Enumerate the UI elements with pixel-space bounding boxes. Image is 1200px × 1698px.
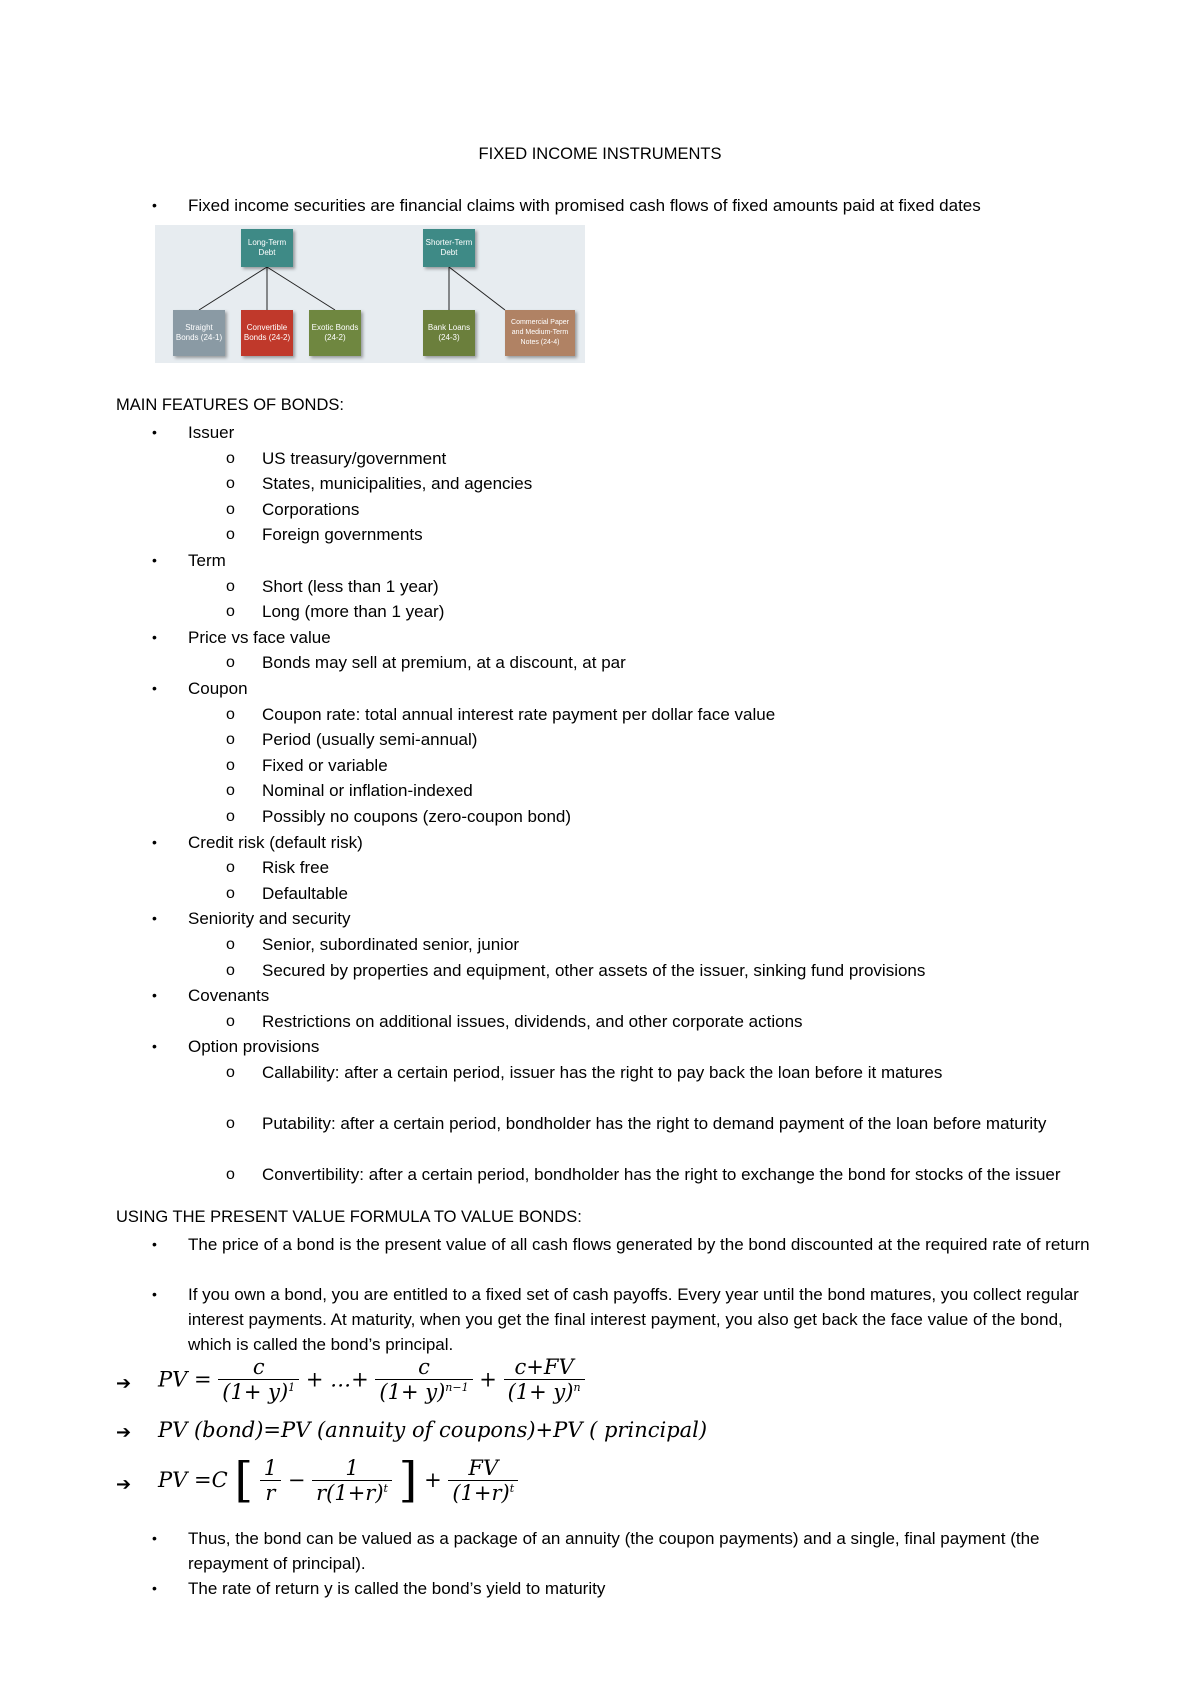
debt-diagram (155, 225, 585, 363)
sub-bullet-icon: o (226, 654, 235, 672)
bullet-icon: • (152, 910, 157, 927)
feature-sub-label: Period (usually semi-annual) (262, 730, 478, 750)
pv-bullet-2-text: If you own a bond, you are entitled to a fixed set of cash payoffs. Every year until the bond matures, you collect regular interest payments. At maturity, when you get the final interest payment, you also get back the face value of the bond, which is called the bond’s principal. (188, 1285, 1079, 1354)
feature-sub-item (226, 1060, 1106, 1085)
feature-sub-item (226, 727, 1106, 752)
feature-sub-item (226, 932, 1106, 957)
sub-bullet-icon: o (226, 705, 235, 723)
intro-text: Fixed income securities are financial claims with promised cash flows of fixed amounts paid at fixed dates (188, 196, 981, 215)
feature-sub-item (226, 855, 1106, 880)
feature-sub-label: Defaultable (262, 883, 349, 903)
convertible-bonds-box: Convertible Bonds (24-2) (241, 310, 293, 356)
sub-bullet-icon: o (226, 782, 235, 800)
bullet-icon: • (152, 628, 157, 645)
feature-sub-label: Convertibility: after a certain period, bondholder has the right to exchange the bond for stocks of the issuer (262, 1165, 1061, 1185)
sub-bullet-icon: o (226, 475, 235, 493)
feature-label: Price vs face value (188, 627, 331, 647)
feature-item (152, 625, 1092, 650)
feature-sub-label: Foreign governments (262, 525, 423, 545)
feature-item (152, 983, 1092, 1008)
bullet-icon: • (152, 833, 157, 850)
bullet-icon: • (152, 1038, 157, 1055)
sub-bullet-icon: o (226, 731, 235, 749)
feature-sub-label: Nominal or inflation-indexed (262, 781, 473, 801)
bullet-icon: • (152, 1530, 157, 1546)
feature-sub-label: States, municipalities, and agencies (262, 474, 533, 494)
straight-bonds-box: Straight Bonds (24-1) (173, 310, 225, 356)
page-title: FIXED INCOME INSTRUMENTS (478, 145, 722, 163)
intro-bullet (152, 193, 1092, 218)
feature-sub-item (226, 778, 1106, 803)
feature-sub-label: Long (more than 1 year) (262, 602, 445, 622)
feature-item (152, 830, 1092, 855)
feature-label: Credit risk (default risk) (188, 832, 363, 852)
bullet-icon: • (152, 680, 157, 696)
pv-bullet-1 (152, 1232, 1092, 1257)
bullet-icon: • (152, 552, 157, 568)
feature-sub-item (226, 497, 1106, 522)
bullet-icon: • (152, 987, 157, 1004)
feature-sub-label: Short (less than 1 year) (262, 576, 439, 596)
features-heading: MAIN FEATURES OF BONDS: (116, 396, 344, 414)
sub-bullet-icon: o (226, 808, 235, 825)
feature-sub-item (226, 753, 1106, 778)
feature-sub-label: Putability: after a certain period, bondholder has the right to demand payment of the loan before maturity (262, 1114, 1047, 1134)
feature-sub-label: Possibly no coupons (zero-coupon bond) (262, 807, 572, 826)
bullet-icon: • (152, 197, 157, 213)
pv-heading: USING THE PRESENT VALUE FORMULA TO VALUE BONDS: (116, 1208, 582, 1226)
sub-bullet-icon: o (226, 961, 235, 979)
arrow-icon: ➔ (116, 1474, 132, 1495)
bullet-icon: • (152, 424, 157, 440)
feature-sub-label: Corporations (262, 499, 360, 519)
feature-sub-item (226, 1162, 1106, 1187)
bullet-icon: • (152, 1580, 157, 1596)
sub-bullet-icon: o (226, 1166, 235, 1184)
closing-bullet-2 (152, 1576, 1092, 1601)
feature-sub-label: Fixed or variable (262, 755, 388, 775)
feature-sub-item (226, 599, 1106, 624)
feature-sub-item (226, 1111, 1106, 1136)
sub-bullet-icon: o (226, 603, 235, 621)
pv-bullet-1-text: The price of a bond is the present value of all cash flows generated by the bond discounted at the required rate of return (188, 1235, 1090, 1254)
feature-item (152, 676, 1092, 701)
feature-label: Option provisions (188, 1037, 320, 1057)
commercial-paper-box: Commercial Paper and Medium-Term Notes (24-4) (505, 310, 575, 356)
sub-bullet-icon: o (226, 500, 235, 518)
sub-bullet-icon: o (226, 1115, 235, 1133)
feature-sub-label: Coupon rate: total annual interest rate payment per dollar face value (262, 704, 776, 724)
feature-sub-label: Secured by properties and equipment, other assets of the issuer, sinking fund provisions (262, 960, 926, 980)
feature-sub-item (226, 804, 1106, 829)
closing-bullet-1-text: Thus, the bond can be valued as a package of an annuity (the coupon payments) and a single, final payment (the repayment of principal). (188, 1529, 1040, 1573)
feature-sub-item (226, 446, 1106, 471)
sub-bullet-icon: o (226, 577, 235, 595)
feature-sub-item (226, 1009, 1106, 1034)
feature-sub-label: Restrictions on additional issues, dividends, and other corporate actions (262, 1011, 803, 1031)
feature-sub-label: Senior, subordinated senior, junior (262, 935, 520, 954)
feature-sub-label: Callability: after a certain period, issuer has the right to pay back the loan before it matures (262, 1063, 943, 1082)
feature-item (152, 906, 1092, 931)
short-term-debt-box: Shorter-Term Debt (423, 229, 475, 267)
sub-bullet-icon: o (226, 1064, 235, 1081)
sub-bullet-icon: o (226, 526, 235, 544)
equation-pv-sum: ➔ PV = $\frac{c}{(1+ y)^1}$ + …+ $\frac{c}{(1+ y)^{n-1}}$ + $\frac{c+FV}{(1+ y)^n}$ (116, 1355, 816, 1417)
feature-label: Seniority and security (188, 909, 351, 929)
sub-bullet-icon: o (226, 756, 235, 774)
feature-item (152, 548, 1092, 573)
pv-bullet-2 (152, 1282, 1092, 1357)
feature-label: Covenants (188, 986, 270, 1006)
sub-bullet-icon: o (226, 859, 235, 877)
arrow-icon: ➔ (116, 1373, 132, 1394)
arrow-icon: ➔ (116, 1422, 132, 1443)
feature-item (152, 1034, 1092, 1059)
feature-sub-label: US treasury/government (262, 448, 447, 468)
feature-label: Issuer (188, 423, 235, 442)
long-term-debt-box: Long-Term Debt (241, 229, 293, 267)
sub-bullet-icon: o (226, 884, 235, 902)
feature-sub-item (226, 574, 1106, 599)
feature-sub-label: Bonds may sell at premium, at a discount, at par (262, 653, 626, 673)
sub-bullet-icon: o (226, 936, 235, 953)
exotic-bonds-box: Exotic Bonds (24-2) (309, 310, 361, 356)
bullet-icon: • (152, 1236, 157, 1252)
equation-pv-bond-text: PV (bond)=PV (annuity of coupons)+PV ( principal) (158, 1418, 708, 1442)
bank-loans-box: Bank Loans (24-3) (423, 310, 475, 356)
closing-bullet-1 (152, 1526, 1092, 1576)
feature-sub-item (226, 881, 1106, 906)
bullet-icon: • (152, 1286, 157, 1302)
equation-annuity: ➔ PV =C [ $\frac{1}{r}$ − $\frac{1}{r(1+r)^t}$ ] + $\frac{FV}{(1+r)^t}$ (116, 1452, 716, 1522)
feature-sub-item (226, 958, 1106, 983)
feature-sub-item (226, 522, 1106, 547)
feature-sub-item (226, 650, 1106, 675)
feature-sub-item (226, 702, 1106, 727)
feature-sub-item (226, 471, 1106, 496)
closing-bullet-2-text: The rate of return y is called the bond’s yield to maturity (188, 1579, 606, 1598)
feature-label: Term (188, 551, 226, 570)
sub-bullet-icon: o (226, 449, 235, 467)
feature-sub-label: Risk free (262, 858, 330, 878)
equation-pv-bond (116, 1418, 836, 1450)
sub-bullet-icon: o (226, 1012, 235, 1030)
feature-label: Coupon (188, 679, 248, 698)
feature-item (152, 420, 1092, 445)
